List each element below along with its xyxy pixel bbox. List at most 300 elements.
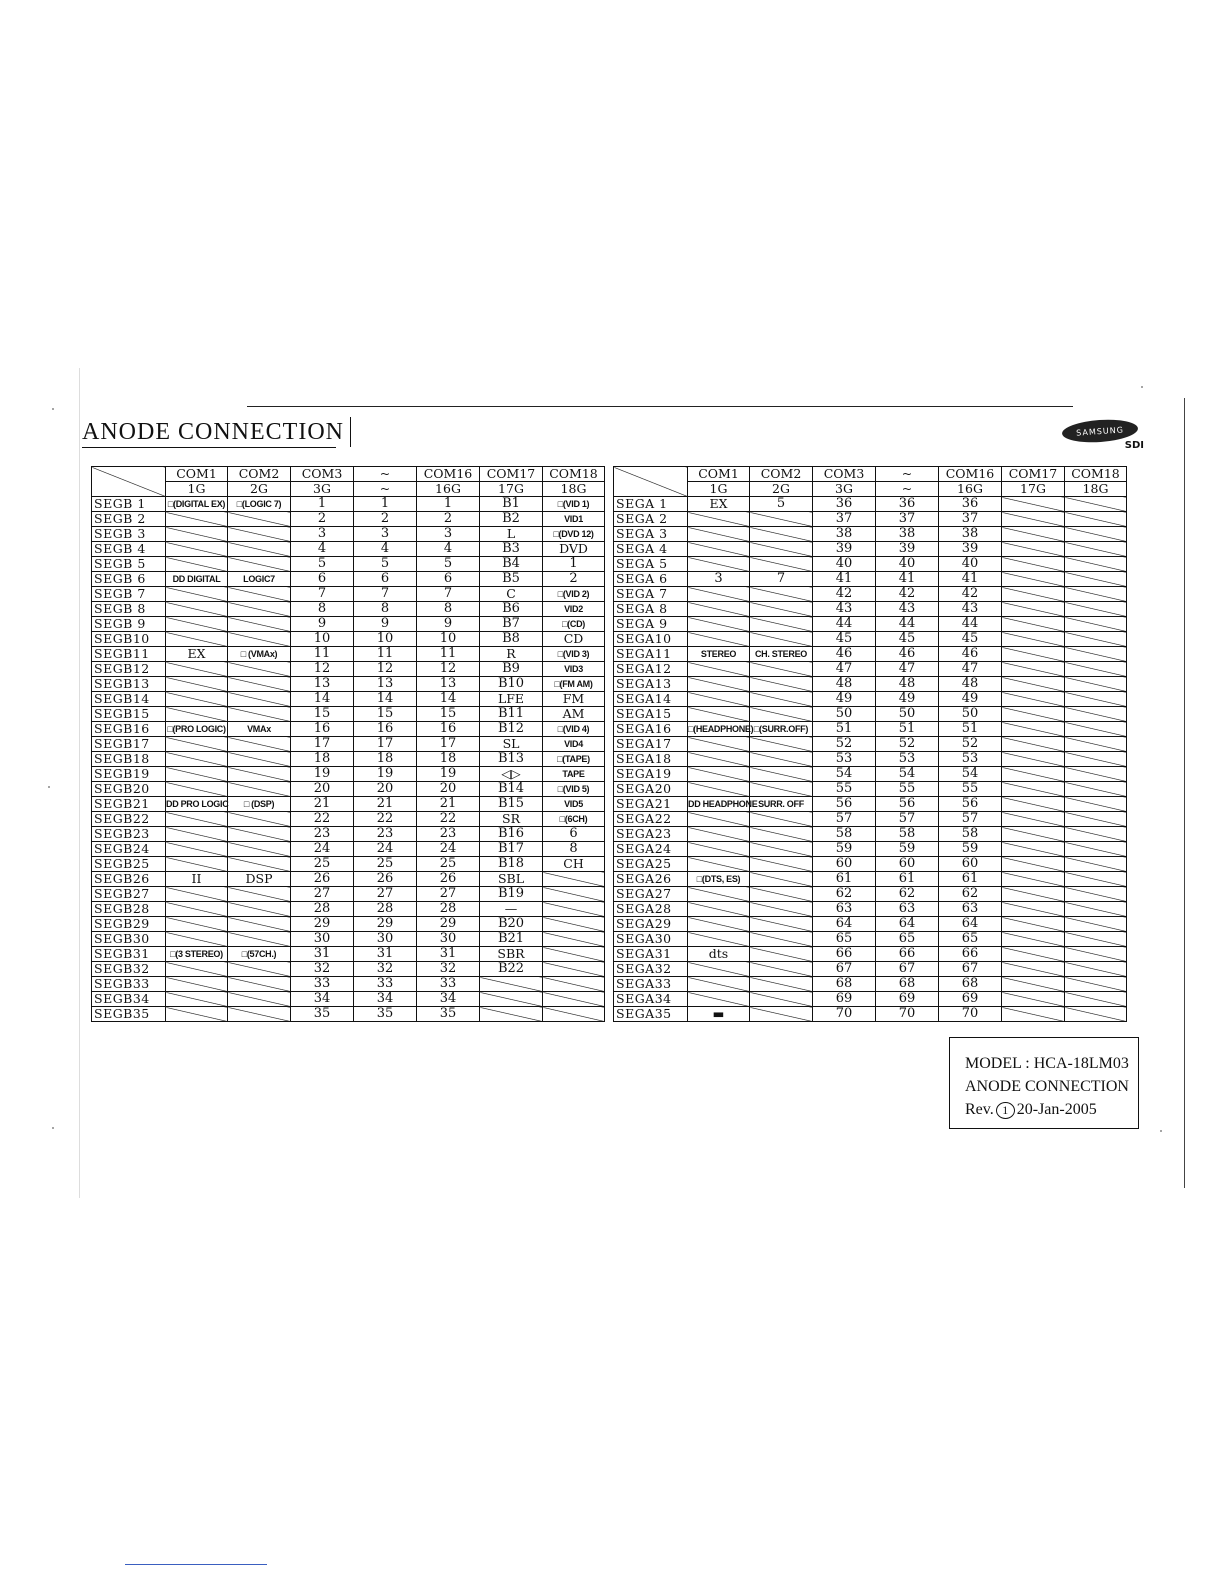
unused-cell bbox=[750, 767, 813, 782]
subheader-row bbox=[92, 482, 605, 497]
column-subheader: 2G bbox=[228, 482, 291, 497]
table-cell: 49 bbox=[876, 692, 939, 707]
table-row bbox=[92, 872, 605, 887]
table-cell: B1 bbox=[480, 497, 543, 512]
table-cell: 15 bbox=[354, 707, 417, 722]
column-subheader: 1G bbox=[166, 482, 228, 497]
table-cell: 6 bbox=[354, 572, 417, 587]
unused-cell bbox=[750, 677, 813, 692]
table-cell: 21 bbox=[417, 797, 480, 812]
table-cell: 26 bbox=[291, 872, 354, 887]
table-cell: □(CD) bbox=[543, 617, 605, 632]
samsung-sdi-logo bbox=[1062, 418, 1144, 454]
unused-cell bbox=[166, 617, 228, 632]
table-row bbox=[614, 767, 1127, 782]
column-header: COM17 bbox=[480, 467, 543, 482]
table-cell: 21 bbox=[291, 797, 354, 812]
unused-cell bbox=[1002, 737, 1065, 752]
table-cell: 5 bbox=[354, 557, 417, 572]
table-row bbox=[92, 587, 605, 602]
segment-label: SEGB 4 bbox=[92, 542, 166, 557]
segment-label: SEGB25 bbox=[92, 857, 166, 872]
segment-label: SEGA12 bbox=[614, 662, 688, 677]
unused-cell bbox=[1002, 827, 1065, 842]
table-cell: □(57CH.) bbox=[228, 947, 291, 962]
segment-label: SEGB 2 bbox=[92, 512, 166, 527]
table-cell: □(PRO LOGIC) bbox=[166, 722, 228, 737]
table-row bbox=[614, 887, 1127, 902]
table-cell: 62 bbox=[939, 887, 1002, 902]
unused-cell bbox=[688, 827, 750, 842]
table-row bbox=[614, 587, 1127, 602]
table-cell: 13 bbox=[417, 677, 480, 692]
table-cell: 50 bbox=[813, 707, 876, 722]
table-cell: 64 bbox=[876, 917, 939, 932]
table-cell: 65 bbox=[813, 932, 876, 947]
table-cell: 44 bbox=[876, 617, 939, 632]
subheader-row bbox=[614, 482, 1127, 497]
table-row bbox=[614, 902, 1127, 917]
segment-label: SEGB28 bbox=[92, 902, 166, 917]
table-cell: 36 bbox=[939, 497, 1002, 512]
unused-cell bbox=[1002, 647, 1065, 662]
table-cell: 41 bbox=[876, 572, 939, 587]
table-cell: 1 bbox=[291, 497, 354, 512]
table-cell: 16 bbox=[354, 722, 417, 737]
table-cell: 22 bbox=[417, 812, 480, 827]
unused-cell bbox=[228, 977, 291, 992]
scan-speck bbox=[48, 786, 50, 788]
table-row bbox=[614, 947, 1127, 962]
column-subheader: 17G bbox=[1002, 482, 1065, 497]
table-cell: B12 bbox=[480, 722, 543, 737]
table-cell: EX bbox=[688, 497, 750, 512]
logo-brand-text: SAMSUNG bbox=[1075, 424, 1125, 438]
unused-cell bbox=[228, 842, 291, 857]
unused-cell bbox=[543, 992, 605, 1007]
column-subheader: 3G bbox=[813, 482, 876, 497]
unused-cell bbox=[750, 512, 813, 527]
table-cell: VMAx bbox=[228, 722, 291, 737]
table-cell: 32 bbox=[291, 962, 354, 977]
table-cell: VID5 bbox=[543, 797, 605, 812]
table-cell: B6 bbox=[480, 602, 543, 617]
table-cell: 29 bbox=[354, 917, 417, 932]
unused-cell bbox=[1002, 1007, 1065, 1022]
table-row bbox=[614, 557, 1127, 572]
table-cell: DVD bbox=[543, 542, 605, 557]
header-row bbox=[614, 467, 1127, 482]
unused-cell bbox=[688, 632, 750, 647]
unused-cell bbox=[688, 752, 750, 767]
table-cell: 59 bbox=[939, 842, 1002, 857]
table-cell: 54 bbox=[813, 767, 876, 782]
table-cell: 10 bbox=[291, 632, 354, 647]
table-cell: 34 bbox=[291, 992, 354, 1007]
table-cell: 64 bbox=[939, 917, 1002, 932]
unused-cell bbox=[750, 812, 813, 827]
table-cell: 60 bbox=[876, 857, 939, 872]
unused-cell bbox=[750, 977, 813, 992]
unused-cell bbox=[228, 632, 291, 647]
table-cell: 2 bbox=[543, 572, 605, 587]
table-cell: 69 bbox=[876, 992, 939, 1007]
segment-label: SEGA35 bbox=[614, 1007, 688, 1022]
segment-label: SEGB15 bbox=[92, 707, 166, 722]
table-row bbox=[92, 632, 605, 647]
header-row bbox=[92, 467, 605, 482]
table-cell: 17 bbox=[417, 737, 480, 752]
table-row bbox=[92, 902, 605, 917]
table-cell: 34 bbox=[417, 992, 480, 1007]
table-cell: 25 bbox=[291, 857, 354, 872]
unused-cell bbox=[166, 707, 228, 722]
unused-cell bbox=[228, 617, 291, 632]
table-row bbox=[614, 1007, 1127, 1022]
table-cell: 33 bbox=[291, 977, 354, 992]
table-row bbox=[92, 572, 605, 587]
unused-cell bbox=[688, 857, 750, 872]
table-row bbox=[92, 497, 605, 512]
unused-cell bbox=[543, 962, 605, 977]
table-row bbox=[614, 917, 1127, 932]
table-row bbox=[92, 512, 605, 527]
table-cell: 7 bbox=[354, 587, 417, 602]
table-cell: CH bbox=[543, 857, 605, 872]
table-cell: DD HEADPHONE bbox=[688, 797, 750, 812]
table-cell: B7 bbox=[480, 617, 543, 632]
unused-cell bbox=[750, 992, 813, 1007]
column-subheader: ~ bbox=[354, 482, 417, 497]
table-cell: 15 bbox=[417, 707, 480, 722]
unused-cell bbox=[750, 782, 813, 797]
table-cell: 11 bbox=[354, 647, 417, 662]
table-row bbox=[614, 617, 1127, 632]
segment-label: SEGA13 bbox=[614, 677, 688, 692]
unused-cell bbox=[1065, 797, 1127, 812]
table-cell: 15 bbox=[291, 707, 354, 722]
unused-cell bbox=[166, 977, 228, 992]
table-cell: 54 bbox=[876, 767, 939, 782]
table-row bbox=[614, 707, 1127, 722]
segment-label: SEGB13 bbox=[92, 677, 166, 692]
table-cell: SBR bbox=[480, 947, 543, 962]
unused-cell bbox=[166, 737, 228, 752]
table-cell: 19 bbox=[417, 767, 480, 782]
table-cell: B2 bbox=[480, 512, 543, 527]
unused-cell bbox=[166, 782, 228, 797]
unused-cell bbox=[480, 1007, 543, 1022]
model-line: MODEL : HCA-18LM03 bbox=[965, 1055, 1129, 1072]
unused-cell bbox=[228, 992, 291, 1007]
segment-label: SEGB30 bbox=[92, 932, 166, 947]
table-cell: 1 bbox=[354, 497, 417, 512]
unused-cell bbox=[750, 947, 813, 962]
table-cell: 67 bbox=[876, 962, 939, 977]
table-cell: 47 bbox=[813, 662, 876, 677]
table-cell: B15 bbox=[480, 797, 543, 812]
segment-label: SEGB19 bbox=[92, 767, 166, 782]
table-cell: □(DTS, ES) bbox=[688, 872, 750, 887]
segment-label: SEGA30 bbox=[614, 932, 688, 947]
table-cell: 40 bbox=[876, 557, 939, 572]
segment-label: SEGA14 bbox=[614, 692, 688, 707]
unused-cell bbox=[1002, 617, 1065, 632]
unused-cell bbox=[1065, 887, 1127, 902]
table-cell: 11 bbox=[417, 647, 480, 662]
segment-label: SEGA21 bbox=[614, 797, 688, 812]
segment-label: SEGA 4 bbox=[614, 542, 688, 557]
table-cell: C bbox=[480, 587, 543, 602]
segment-label: SEGA 1 bbox=[614, 497, 688, 512]
unused-cell bbox=[1002, 917, 1065, 932]
corner-cell bbox=[92, 467, 166, 497]
table-row bbox=[92, 722, 605, 737]
table-cell: 66 bbox=[876, 947, 939, 962]
table-cell: B13 bbox=[480, 752, 543, 767]
segment-label: SEGB32 bbox=[92, 962, 166, 977]
table-row bbox=[92, 707, 605, 722]
column-header: ~ bbox=[354, 467, 417, 482]
table-cell: 69 bbox=[939, 992, 1002, 1007]
table-cell: 24 bbox=[291, 842, 354, 857]
unused-cell bbox=[750, 692, 813, 707]
table-cell: 67 bbox=[939, 962, 1002, 977]
table-cell: 63 bbox=[939, 902, 1002, 917]
unused-cell bbox=[543, 917, 605, 932]
unused-cell bbox=[166, 512, 228, 527]
unused-cell bbox=[228, 857, 291, 872]
column-header: COM18 bbox=[1065, 467, 1127, 482]
unused-cell bbox=[166, 842, 228, 857]
table-cell: □(VID 5) bbox=[543, 782, 605, 797]
table-cell: B9 bbox=[480, 662, 543, 677]
unused-cell bbox=[688, 767, 750, 782]
unused-cell bbox=[228, 917, 291, 932]
unused-cell bbox=[1002, 722, 1065, 737]
table-cell: 1 bbox=[417, 497, 480, 512]
table-cell: 66 bbox=[939, 947, 1002, 962]
table-row bbox=[614, 737, 1127, 752]
unused-cell bbox=[1002, 947, 1065, 962]
unused-cell bbox=[688, 782, 750, 797]
table-row bbox=[92, 812, 605, 827]
unused-cell bbox=[1002, 707, 1065, 722]
column-header: COM2 bbox=[750, 467, 813, 482]
unused-cell bbox=[166, 932, 228, 947]
column-header: COM18 bbox=[543, 467, 605, 482]
table-cell: 40 bbox=[939, 557, 1002, 572]
unused-cell bbox=[1002, 587, 1065, 602]
segment-label: SEGA17 bbox=[614, 737, 688, 752]
segment-label: SEGA15 bbox=[614, 707, 688, 722]
table-cell: 43 bbox=[813, 602, 876, 617]
table-cell: 30 bbox=[354, 932, 417, 947]
column-subheader: 18G bbox=[1065, 482, 1127, 497]
table-cell: 51 bbox=[939, 722, 1002, 737]
unused-cell bbox=[750, 662, 813, 677]
unused-cell bbox=[166, 857, 228, 872]
table-cell: STEREO bbox=[688, 647, 750, 662]
table-row bbox=[92, 617, 605, 632]
unused-cell bbox=[166, 632, 228, 647]
table-cell: 66 bbox=[813, 947, 876, 962]
table-cell: 8 bbox=[291, 602, 354, 617]
segment-label: SEGA34 bbox=[614, 992, 688, 1007]
segment-label: SEGB16 bbox=[92, 722, 166, 737]
unused-cell bbox=[166, 887, 228, 902]
table-cell: B18 bbox=[480, 857, 543, 872]
model-info-box bbox=[949, 1037, 1139, 1129]
unused-cell bbox=[1065, 572, 1127, 587]
header-rule bbox=[247, 406, 1073, 407]
table-row bbox=[614, 872, 1127, 887]
unused-cell bbox=[750, 557, 813, 572]
table-cell: 47 bbox=[876, 662, 939, 677]
table-cell: 56 bbox=[813, 797, 876, 812]
segment-label: SEGA26 bbox=[614, 872, 688, 887]
table-cell: 57 bbox=[813, 812, 876, 827]
unused-cell bbox=[750, 617, 813, 632]
unused-cell bbox=[688, 662, 750, 677]
table-cell: 20 bbox=[291, 782, 354, 797]
unused-cell bbox=[228, 932, 291, 947]
table-row bbox=[92, 1007, 605, 1022]
unused-cell bbox=[750, 827, 813, 842]
unused-cell bbox=[1002, 497, 1065, 512]
unused-cell bbox=[1065, 707, 1127, 722]
unused-cell bbox=[228, 527, 291, 542]
table-row bbox=[92, 917, 605, 932]
table-cell: 29 bbox=[417, 917, 480, 932]
unused-cell bbox=[1065, 977, 1127, 992]
column-subheader: ~ bbox=[876, 482, 939, 497]
table-cell: 7 bbox=[750, 572, 813, 587]
table-cell: 4 bbox=[354, 542, 417, 557]
table-cell: B14 bbox=[480, 782, 543, 797]
segment-label: SEGB27 bbox=[92, 887, 166, 902]
table-cell: LFE bbox=[480, 692, 543, 707]
table-cell: □(3 STEREO) bbox=[166, 947, 228, 962]
column-header: COM1 bbox=[688, 467, 750, 482]
unused-cell bbox=[1002, 602, 1065, 617]
table-cell: 20 bbox=[417, 782, 480, 797]
table-row bbox=[92, 737, 605, 752]
segment-label: SEGA32 bbox=[614, 962, 688, 977]
table-cell: B19 bbox=[480, 887, 543, 902]
unused-cell bbox=[1065, 962, 1127, 977]
table-cell: B8 bbox=[480, 632, 543, 647]
unused-cell bbox=[1002, 752, 1065, 767]
table-cell: 11 bbox=[291, 647, 354, 662]
table-row bbox=[614, 497, 1127, 512]
table-cell: 42 bbox=[876, 587, 939, 602]
table-row bbox=[614, 992, 1127, 1007]
column-subheader: 3G bbox=[291, 482, 354, 497]
segment-label: SEGB31 bbox=[92, 947, 166, 962]
table-cell: B4 bbox=[480, 557, 543, 572]
table-cell: 42 bbox=[813, 587, 876, 602]
table-row bbox=[614, 602, 1127, 617]
table-row bbox=[614, 752, 1127, 767]
unused-cell bbox=[750, 962, 813, 977]
table-row bbox=[92, 692, 605, 707]
table-cell: 19 bbox=[354, 767, 417, 782]
segment-label: SEGA28 bbox=[614, 902, 688, 917]
segment-label: SEGB21 bbox=[92, 797, 166, 812]
corner-cell bbox=[614, 467, 688, 497]
unused-cell bbox=[543, 1007, 605, 1022]
unused-cell bbox=[1065, 782, 1127, 797]
segment-label: SEGA10 bbox=[614, 632, 688, 647]
unused-cell bbox=[1065, 602, 1127, 617]
table-cell: 52 bbox=[813, 737, 876, 752]
table-cell: 3 bbox=[291, 527, 354, 542]
table-cell: □(TAPE) bbox=[543, 752, 605, 767]
unused-cell bbox=[750, 917, 813, 932]
table-cell: 28 bbox=[354, 902, 417, 917]
table-row bbox=[614, 632, 1127, 647]
segment-label: SEGB 6 bbox=[92, 572, 166, 587]
table-cell: □(VID 1) bbox=[543, 497, 605, 512]
unused-cell bbox=[1065, 662, 1127, 677]
unused-cell bbox=[1065, 617, 1127, 632]
table-cell: B11 bbox=[480, 707, 543, 722]
table-cell: 60 bbox=[939, 857, 1002, 872]
revision-line bbox=[965, 1098, 1138, 1121]
table-cell: 6 bbox=[417, 572, 480, 587]
table-cell: LOGIC7 bbox=[228, 572, 291, 587]
table-cell: 61 bbox=[813, 872, 876, 887]
table-row bbox=[614, 782, 1127, 797]
table-cell: 17 bbox=[354, 737, 417, 752]
table-cell: 39 bbox=[813, 542, 876, 557]
table-row bbox=[614, 512, 1127, 527]
table-cell: 9 bbox=[417, 617, 480, 632]
column-subheader: 18G bbox=[543, 482, 605, 497]
table-cell: 36 bbox=[813, 497, 876, 512]
unused-cell bbox=[1002, 632, 1065, 647]
unused-cell bbox=[166, 827, 228, 842]
column-header: COM2 bbox=[228, 467, 291, 482]
unused-cell bbox=[543, 887, 605, 902]
unused-cell bbox=[1002, 902, 1065, 917]
table-cell: 20 bbox=[354, 782, 417, 797]
table-cell: B10 bbox=[480, 677, 543, 692]
table-cell: 60 bbox=[813, 857, 876, 872]
unused-cell bbox=[228, 902, 291, 917]
table-cell: 57 bbox=[876, 812, 939, 827]
segment-label: SEGA24 bbox=[614, 842, 688, 857]
unused-cell bbox=[1065, 872, 1127, 887]
table-row bbox=[92, 962, 605, 977]
table-cell: 2 bbox=[417, 512, 480, 527]
unused-cell bbox=[1002, 872, 1065, 887]
table-row bbox=[614, 572, 1127, 587]
table-row bbox=[614, 977, 1127, 992]
table-cell: 51 bbox=[813, 722, 876, 737]
column-subheader: 16G bbox=[417, 482, 480, 497]
table-row bbox=[614, 857, 1127, 872]
table-cell: 28 bbox=[291, 902, 354, 917]
table-cell: 34 bbox=[354, 992, 417, 1007]
unused-cell bbox=[1065, 632, 1127, 647]
table-row bbox=[92, 647, 605, 662]
unused-cell bbox=[228, 962, 291, 977]
table-cell: B16 bbox=[480, 827, 543, 842]
unused-cell bbox=[228, 1007, 291, 1022]
table-cell: 2 bbox=[291, 512, 354, 527]
